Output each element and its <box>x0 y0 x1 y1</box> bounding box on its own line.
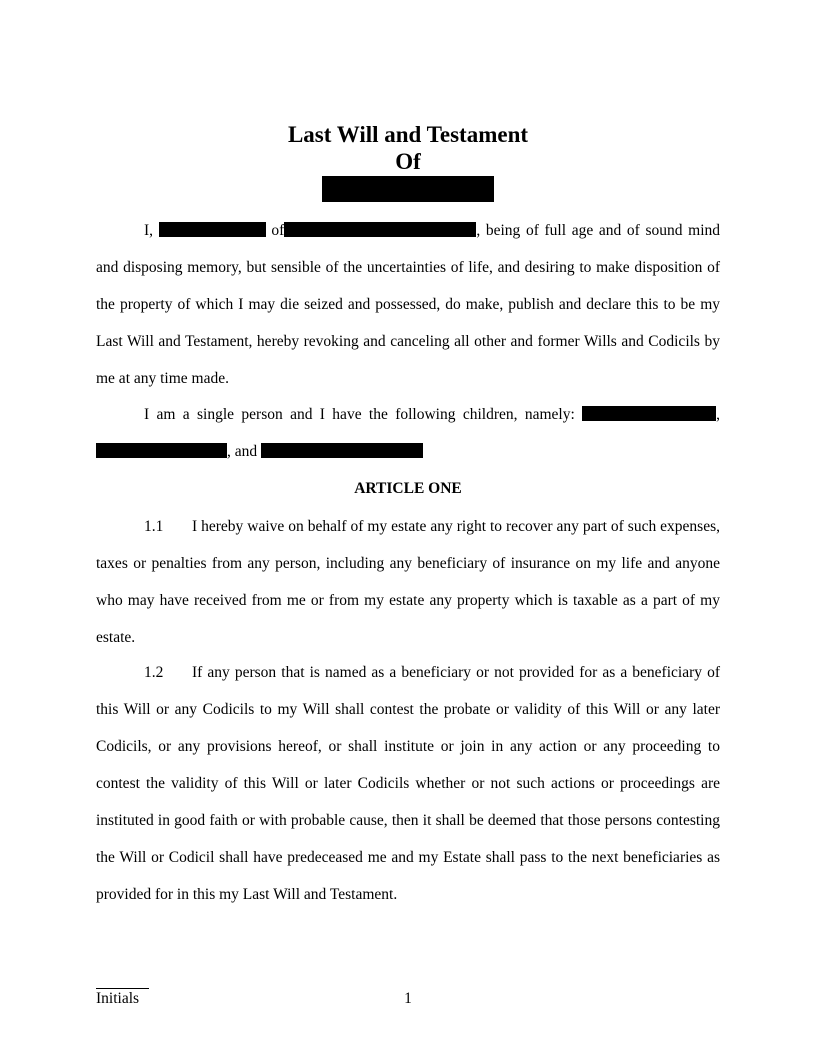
clause-1-2-number: 1.2 <box>144 664 164 681</box>
clause-1-1 <box>96 508 720 656</box>
document-title-of: Of <box>395 149 421 174</box>
clause-1-1-text: I hereby waive on behalf of my estate any right to recover any part of such expenses, taxes or penalties from any person, including any beneficiary of insurance on my life and anyone who may have received from me or from my estate any property which is taxable as a part of my estate. <box>96 518 720 646</box>
document-title: Last Will and Testament <box>287 122 529 147</box>
redacted-testator-name <box>322 176 494 202</box>
article-heading: ARTICLE ONE <box>354 480 462 497</box>
children-comma: , <box>716 406 720 423</box>
children-and: , and <box>227 443 258 460</box>
redacted-address <box>284 222 476 237</box>
declaration-of: of <box>271 222 285 239</box>
initials-label: Initials <box>96 990 140 1007</box>
clause-1-1-number: 1.1 <box>144 518 164 535</box>
redacted-name <box>159 222 266 237</box>
clause-1-2-text: If any person that is named as a beneficiary or not provided for as a beneficiary of this Will or any Codicils to my Will shall contest the probate or validity of this Will or any later Codicils, or any provisions hereof, or shall institute or join in any action or any proceeding to contest the validity of this Will or later Codicils whether or not such actions or proceedings are instituted in good faith or with probable cause, then it shall be deemed that those persons contesting the Will or Codicil shall have predeceased me and my Estate shall pass to the next beneficiaries as provided for in this my Last Will and Testament. <box>96 664 720 903</box>
paragraph-children <box>96 396 720 470</box>
initials-line <box>96 988 149 989</box>
page-number: 1 <box>404 990 412 1007</box>
redacted-child-1 <box>582 406 716 421</box>
children-lead: I am a single person and I have the following children, namely: <box>144 406 575 423</box>
redacted-child-3 <box>261 443 423 458</box>
clause-1-2 <box>96 654 720 913</box>
declaration-lead: I, <box>144 222 154 239</box>
declaration-text: , being of full age and of sound mind and disposing memory, but sensible of the uncertainties of life, and desiring to make disposition of the property of which I may die seized and possessed, do make, publish and declare this to be my Last Will and Testament, hereby revoking and canceling all other and former Wills and Codicils by me at any time made. <box>96 222 721 387</box>
paragraph-declaration <box>96 212 720 397</box>
redacted-child-2 <box>96 443 227 458</box>
